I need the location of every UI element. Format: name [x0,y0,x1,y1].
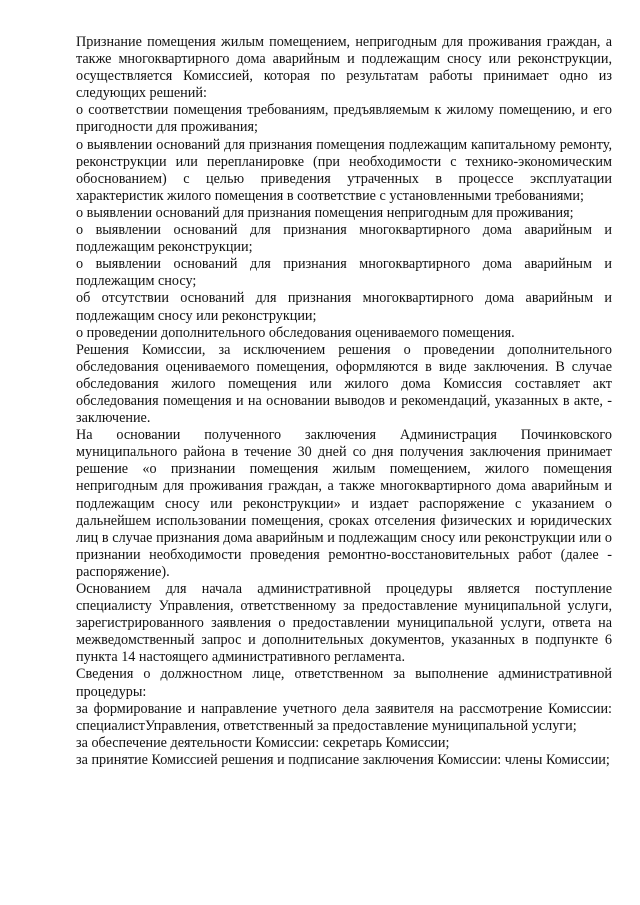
list-item-commission-support: за обеспечение деятельности Комиссии: секретарь Комиссии; [76,734,450,751]
paragraph-procedure-basis: Основанием для начала административной процедуры является поступление специалисту Управления, ответственному за предоставление муниципальной услуги, зарегистрированного заявления о предоставлении муниципальной услуги, ответа на межведомственный запрос и дополнительных документов, указанных в подпункте 6 пункта 14 настоящего административного регламента. [76,581,612,666]
list-item-no-grounds: об отсутствии оснований для признания многоквартирного дома аварийным и подлежащим сносу или реконструкции; [76,290,612,324]
paragraph-commission-decisions: Решения Комиссии, за исключением решения о проведении дополнительного обследования оцениваемого помещения, оформляются в виде заключения. В случае обследования жилого помещения или жилого дома Комиссия составляет акт обследования помещения и на основании выводов и рекомендаций, указанных в акте, - заключение. [76,341,612,427]
list-item-demolition: о выявлении оснований для признания многоквартирного дома аварийным и подлежащим сносу; [76,256,612,290]
list-item-commission-members: за принятие Комиссией решения и подписание заключения Комиссии: члены Комиссии; [76,751,610,768]
list-item-unfit: о выявлении оснований для признания помещения непригодным для проживания; [76,204,574,221]
paragraph-administration-decision: На основании полученного заключения Администрация Починковского муниципального района в течение 30 дней со дня получения заключения принимает решение «о признании помещения жилым помещением, жилого помещения непригодным для проживания граждан, а также многоквартирного дома аварийным и подлежащим сносу или реконструкции» и издает распоряжение с указанием о дальнейшем использовании помещения, сроках отселения физических и юридических лиц в случае признания дома аварийным и подлежащим сносу или реконструкции или о признании необходимости проведения ремонтно-восстановительных работ (далее - распоряжение). [76,427,612,580]
list-item-compliance: о соответствии помещения требованиям, предъявляемым к жилому помещению, и его пригодности для проживания; [76,102,612,136]
paragraph-responsible-officials: Сведения о должностном лице, ответственном за выполнение административной процедуры: [76,666,612,700]
document-page [76,34,612,769]
list-item-additional-inspection: о проведении дополнительного обследования оцениваемого помещения. [76,324,515,341]
paragraph-intro: Признание помещения жилым помещением, непригодным для проживания граждан, а также многоквартирного дома аварийным и подлежащим сносу или реконструкции, осуществляется Комиссией, которая по результатам работы принимает одно из следующих решений: [76,34,612,102]
list-item-reconstruction: о выявлении оснований для признания многоквартирного дома аварийным и подлежащим реконструкции; [76,222,612,256]
list-item-capital-repair: о выявлении оснований для признания помещения подлежащим капитальному ремонту, реконструкции или перепланировке (при необходимости с технико-экономическим обоснованием) с целью приведения утраченных в процессе эксплуатации характеристик жилого помещения в соответствие с установленными требованиями; [76,136,612,204]
list-item-case-file: за формирование и направление учетного дела заявителя на рассмотрение Комиссии: специалистУправления, ответственный за предоставление муниципальной услуги; [76,700,612,734]
